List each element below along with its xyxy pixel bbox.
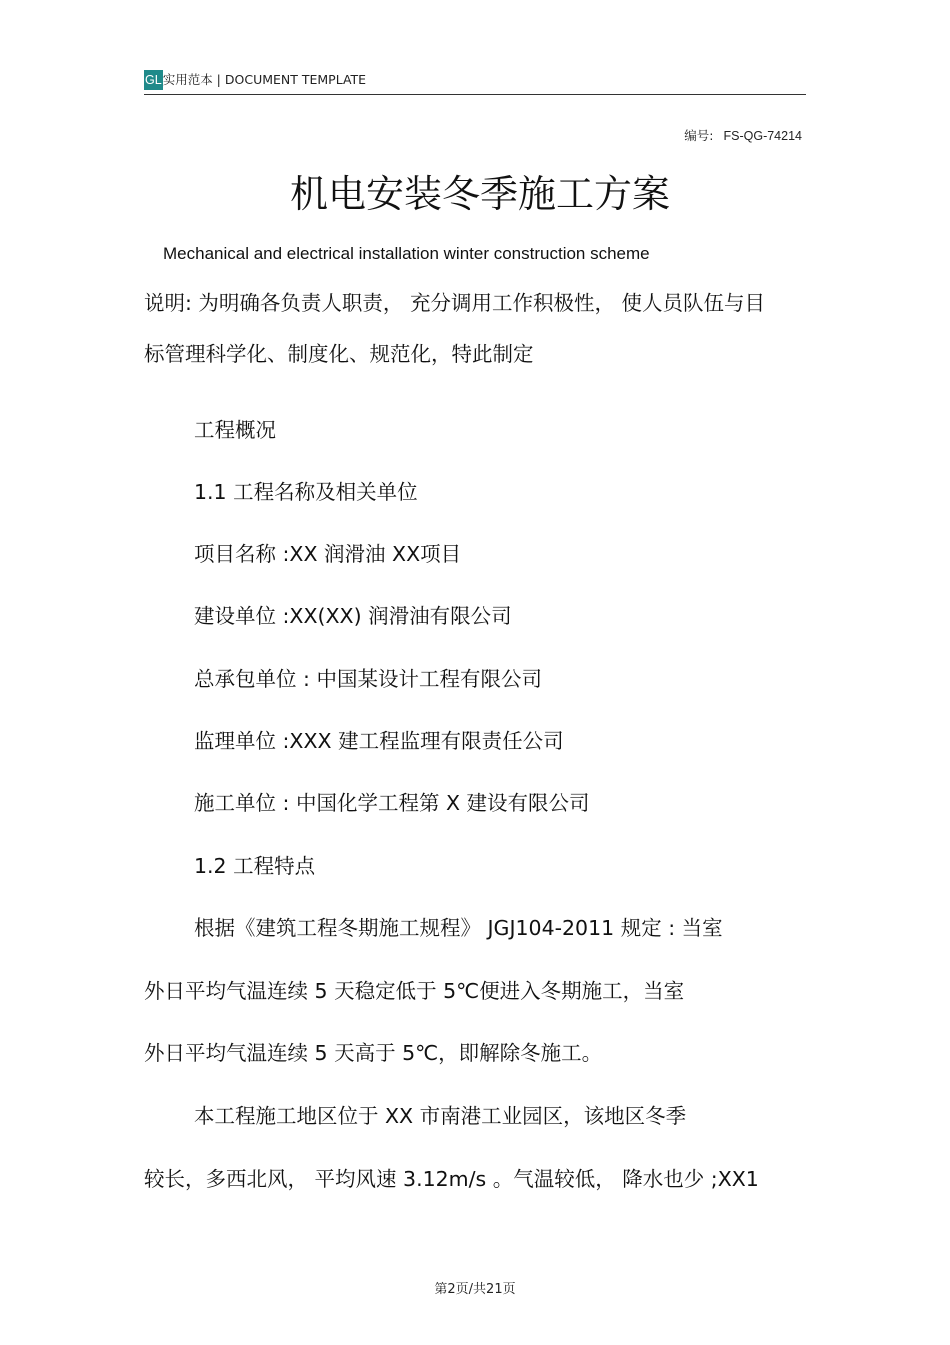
supervision-unit-line: 监理单位 :XXX 建工程监理有限责任公司	[194, 729, 564, 753]
document-header	[144, 70, 806, 95]
header-separator: |	[212, 72, 225, 87]
paragraph-2-line-1: 本工程施工地区位于 XX 市南港工业园区，该地区冬季	[194, 1104, 687, 1128]
builder-unit-line: 施工单位 : 中国化学工程第 X 建设有限公司	[194, 791, 590, 815]
logo-badge: GL	[144, 70, 163, 90]
paragraph-2-line-2: 较长，多西北风， 平均风速 3.12m/s 。气温较低， 降水也少 ;XX1	[144, 1167, 759, 1191]
subsection-heading-1-2: 1.2 工程特点	[194, 854, 316, 878]
page-indicator: 第2页/共21页	[434, 1282, 516, 1297]
header-label: 实用范本	[162, 72, 213, 87]
construction-unit-line: 建设单位 :XX(XX) 润滑油有限公司	[194, 604, 512, 628]
document-subtitle: Mechanical and electrical installation winter construction scheme	[163, 244, 650, 263]
document-title: 机电安装冬季施工方案	[289, 172, 670, 216]
project-name-line: 项目名称 :XX 润滑油 XX项目	[194, 542, 462, 566]
document-number-value: FS-QG-74214	[723, 129, 802, 143]
header-template-text: DOCUMENT TEMPLATE	[224, 72, 367, 87]
description-line-1: 说明: 为明确各负责人职责， 充分调用工作积极性， 使人员队伍与目	[144, 291, 765, 315]
paragraph-1-line-1: 根据《建筑工程冬期施工规程》 JGJ104-2011 规定 : 当室	[194, 916, 723, 940]
description-line-2: 标管理科学化、制度化、规范化，特此制定	[144, 342, 534, 366]
paragraph-1-line-2: 外日平均气温连续 5 天稳定低于 5℃便进入冬期施工，当室	[144, 979, 685, 1003]
document-number-label: 编号:	[684, 128, 714, 143]
paragraph-1-line-3: 外日平均气温连续 5 天高于 5℃，即解除冬施工。	[144, 1041, 603, 1065]
document-number	[684, 126, 802, 144]
general-contractor-line: 总承包单位 : 中国某设计工程有限公司	[194, 667, 542, 691]
section-heading: 工程概况	[194, 418, 276, 442]
subsection-heading-1-1: 1.1 工程名称及相关单位	[194, 480, 418, 504]
